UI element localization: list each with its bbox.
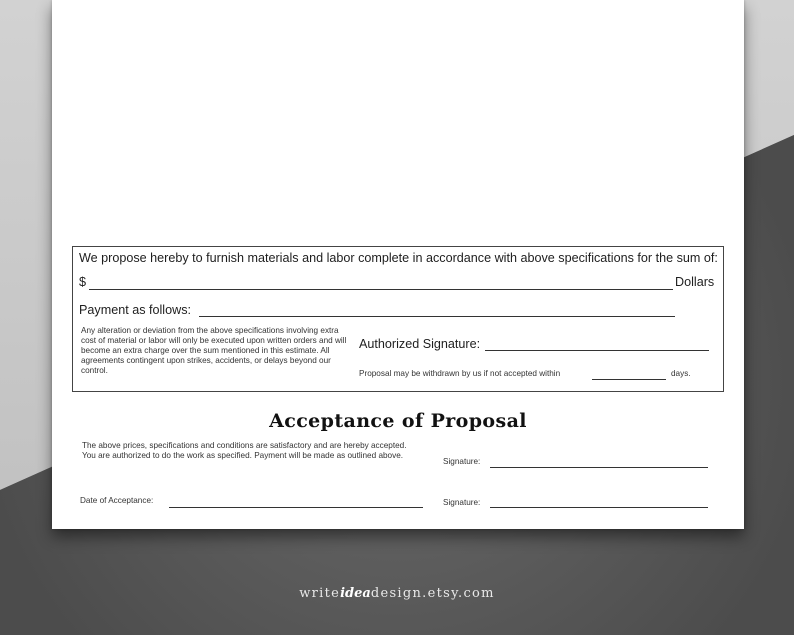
proposal-intro: We propose hereby to furnish materials and labor complete in accordance with above specifications for the sum of: <box>79 251 718 265</box>
footer-website <box>0 586 794 601</box>
amount-line[interactable] <box>89 289 673 290</box>
dollars-label: Dollars <box>675 275 715 289</box>
days-label: days. <box>671 369 691 378</box>
footer-prefix: write <box>299 586 341 601</box>
payment-label: Payment as follows: <box>79 303 191 317</box>
days-line[interactable] <box>592 379 666 380</box>
footer-suffix: design.etsy.com <box>370 586 495 601</box>
signature-label-2: Signature: <box>443 498 481 507</box>
proposal-box <box>72 246 724 392</box>
footer-accent: idea <box>340 586 371 601</box>
document-sheet <box>52 0 744 529</box>
dollar-sign: $ <box>79 275 87 289</box>
alteration-notice: Any alteration or deviation from the above specifications involving extra cost of material or labor will only be executed upon written orders and will become an extra charge over the sum mentioned in this estimate. All agreements contingent upon strikes, accidents, or delays beyond our control. <box>81 326 347 375</box>
date-of-acceptance-line[interactable] <box>169 507 423 508</box>
authorized-signature-line[interactable] <box>485 350 709 351</box>
withdraw-notice: Proposal may be withdrawn by us if not accepted within <box>359 369 561 378</box>
signature-label-1: Signature: <box>443 457 481 466</box>
acceptance-statement: The above prices, specifications and conditions are satisfactory and are hereby accepted. You are authorized to do the work as specified. Payment will be made as outlined above. <box>82 441 407 460</box>
signature-line-1[interactable] <box>490 467 708 468</box>
authorized-signature-label: Authorized Signature: <box>359 337 481 351</box>
signature-line-2[interactable] <box>490 507 708 508</box>
date-of-acceptance-label: Date of Acceptance: <box>80 496 154 505</box>
acceptance-title: Acceptance of Proposal <box>269 410 527 432</box>
payment-line[interactable] <box>199 316 675 317</box>
